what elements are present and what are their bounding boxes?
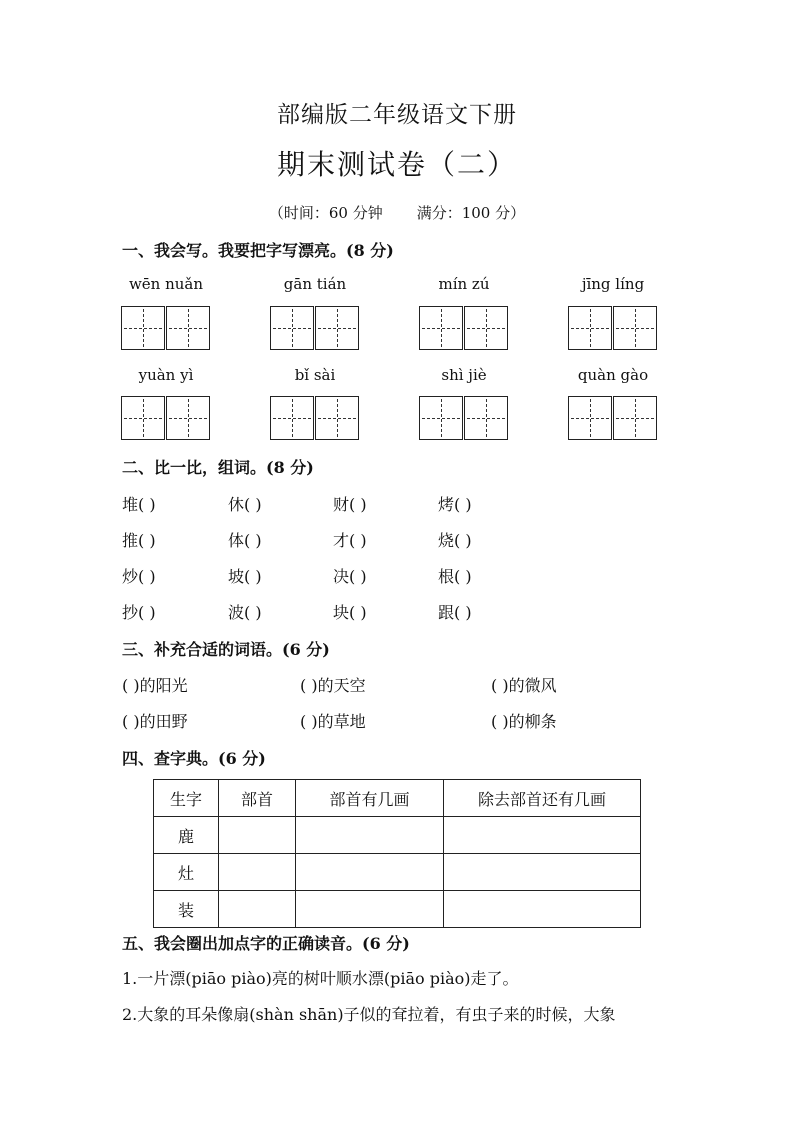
writing-box[interactable] bbox=[121, 306, 165, 350]
table-answer-cell[interactable] bbox=[444, 891, 641, 928]
pinyin-label: shì jiè bbox=[441, 366, 487, 384]
table-answer-cell[interactable] bbox=[444, 817, 641, 854]
word-group-item[interactable]: 波( ) bbox=[228, 603, 262, 622]
question-item[interactable]: 1.一片漂(piāo piào)亮的树叶顺水漂(piāo piào)走了。 bbox=[122, 969, 519, 988]
word-group-item[interactable]: 抄( ) bbox=[122, 603, 156, 622]
fill-phrase[interactable]: ( )的天空 bbox=[300, 676, 366, 695]
word-group-item[interactable]: 推( ) bbox=[122, 531, 156, 550]
table-answer-cell[interactable] bbox=[444, 854, 641, 891]
table-header-row bbox=[154, 780, 641, 817]
word-group-item[interactable]: 跟( ) bbox=[438, 603, 472, 622]
section1-heading: 一、我会写。我要把字写漂亮。(8 分) bbox=[122, 241, 394, 260]
fill-phrase[interactable]: ( )的微风 bbox=[491, 676, 557, 695]
writing-box[interactable] bbox=[315, 396, 359, 440]
word-group-item[interactable]: 才( ) bbox=[333, 531, 367, 550]
writing-box[interactable] bbox=[464, 306, 508, 350]
word-group-item[interactable]: 财( ) bbox=[333, 495, 367, 514]
table-answer-cell[interactable] bbox=[296, 817, 444, 854]
fill-phrase[interactable]: ( )的阳光 bbox=[122, 676, 188, 695]
fill-phrase[interactable]: ( )的柳条 bbox=[491, 712, 557, 731]
table-header-cell: 部首 bbox=[219, 780, 296, 817]
word-group-item[interactable]: 烧( ) bbox=[438, 531, 472, 550]
table-answer-cell[interactable] bbox=[219, 891, 296, 928]
pinyin-label: bǐ sài bbox=[294, 366, 336, 384]
paper-series-title: 部编版二年级语文下册 bbox=[277, 102, 517, 128]
word-group-item[interactable]: 休( ) bbox=[228, 495, 262, 514]
word-group-item[interactable]: 块( ) bbox=[333, 603, 367, 622]
table-cell-char: 装 bbox=[154, 891, 219, 928]
pinyin-label: jīng líng bbox=[581, 275, 645, 293]
paper-title: 期末测试卷（二） bbox=[276, 148, 517, 181]
writing-box[interactable] bbox=[166, 306, 210, 350]
question-item[interactable]: 2.大象的耳朵像扇(shàn shān)子似的耷拉着，有虫子来的时候，大象 bbox=[122, 1005, 616, 1024]
table-header-cell: 部首有几画 bbox=[296, 780, 444, 817]
word-group-item[interactable]: 烤( ) bbox=[438, 495, 472, 514]
pinyin-label: quàn gào bbox=[577, 366, 649, 384]
pinyin-label: yuàn yì bbox=[138, 366, 194, 384]
pinyin-label: gān tián bbox=[283, 275, 347, 293]
table-answer-cell[interactable] bbox=[296, 891, 444, 928]
table-answer-cell[interactable] bbox=[219, 854, 296, 891]
word-group-item[interactable]: 决( ) bbox=[333, 567, 367, 586]
writing-box[interactable] bbox=[315, 306, 359, 350]
writing-box[interactable] bbox=[464, 396, 508, 440]
word-group-item[interactable]: 坡( ) bbox=[228, 567, 262, 586]
table-row bbox=[154, 854, 641, 891]
word-group-item[interactable]: 炒( ) bbox=[122, 567, 156, 586]
writing-box[interactable] bbox=[270, 306, 314, 350]
pinyin-label: wēn nuǎn bbox=[128, 275, 204, 293]
section5-heading: 五、我会圈出加点字的正确读音。(6 分) bbox=[122, 934, 410, 953]
word-group-item[interactable]: 堆( ) bbox=[122, 495, 156, 514]
table-answer-cell[interactable] bbox=[296, 854, 444, 891]
table-row bbox=[154, 817, 641, 854]
writing-box[interactable] bbox=[613, 396, 657, 440]
fill-phrase[interactable]: ( )的田野 bbox=[122, 712, 188, 731]
word-group-item[interactable]: 体( ) bbox=[228, 531, 262, 550]
dictionary-table bbox=[153, 779, 641, 928]
table-row bbox=[154, 891, 641, 928]
time-label: （时间：60 分钟 bbox=[268, 204, 383, 222]
fill-phrase[interactable]: ( )的草地 bbox=[300, 712, 366, 731]
writing-box[interactable] bbox=[121, 396, 165, 440]
section2-heading: 二、比一比，组词。(8 分) bbox=[122, 458, 314, 477]
section3-heading: 三、补充合适的词语。(6 分) bbox=[122, 640, 330, 659]
table-cell-char: 灶 bbox=[154, 854, 219, 891]
score-label: 满分：100 分） bbox=[416, 204, 526, 222]
writing-box[interactable] bbox=[613, 306, 657, 350]
table-answer-cell[interactable] bbox=[219, 817, 296, 854]
writing-box[interactable] bbox=[270, 396, 314, 440]
section4-heading: 四、查字典。(6 分) bbox=[122, 749, 266, 768]
table-cell-char: 鹿 bbox=[154, 817, 219, 854]
word-group-item[interactable]: 根( ) bbox=[438, 567, 472, 586]
writing-box[interactable] bbox=[568, 396, 612, 440]
table-header-cell: 生字 bbox=[154, 780, 219, 817]
writing-box[interactable] bbox=[568, 306, 612, 350]
writing-box[interactable] bbox=[166, 396, 210, 440]
writing-box[interactable] bbox=[419, 396, 463, 440]
table-header-cell: 除去部首还有几画 bbox=[444, 780, 641, 817]
time-score-info bbox=[0, 202, 794, 223]
pinyin-label: mín zú bbox=[438, 275, 490, 293]
writing-box[interactable] bbox=[419, 306, 463, 350]
